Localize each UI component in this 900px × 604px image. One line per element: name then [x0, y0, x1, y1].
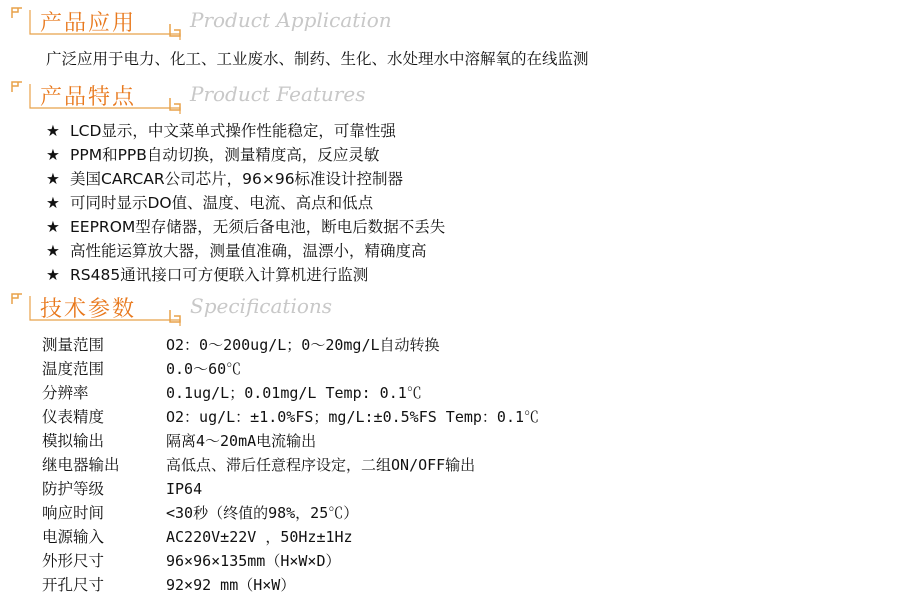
spec-row	[42, 573, 539, 597]
spec-value: 92×92 mm（H×W）	[166, 576, 296, 594]
section-title-en: Product Features	[190, 82, 366, 106]
spec-value: 0.0～60℃	[166, 360, 242, 378]
spec-row	[42, 501, 539, 525]
star-icon: ★	[46, 242, 60, 260]
section-header-application	[8, 4, 568, 42]
section-title-en: Specifications	[190, 294, 333, 318]
list-item: ★ 高性能运算放大器，测量值准确，温漂小，精确度高	[46, 239, 445, 263]
star-icon: ★	[46, 218, 60, 236]
spec-row	[42, 525, 539, 549]
spec-key: 电源输入	[42, 528, 105, 546]
spec-row	[42, 477, 539, 501]
section-header-specs	[8, 290, 568, 328]
star-icon: ★	[46, 122, 60, 140]
section-header-features	[8, 78, 568, 116]
spec-key: 分辨率	[42, 384, 89, 402]
star-icon: ★	[46, 170, 60, 188]
spec-row	[42, 357, 539, 381]
feature-list	[46, 119, 445, 287]
spec-key: 仪表精度	[42, 408, 105, 426]
list-item: ★ RS485通讯接口可方便联入计算机进行监测	[46, 263, 445, 287]
spec-row	[42, 381, 539, 405]
spec-row	[42, 333, 539, 357]
spec-value: <30秒（终值的98%，25℃）	[166, 504, 359, 522]
spec-value: AC220V±22V ，50Hz±1Hz	[166, 528, 353, 546]
spec-key: 模拟输出	[42, 432, 105, 450]
section-title-cn: 产品特点	[40, 85, 137, 110]
spec-value: 高低点、滞后任意程序设定，二组ON/OFF输出	[166, 456, 476, 474]
spec-row	[42, 549, 539, 573]
spec-row	[42, 429, 539, 453]
section-title-en: Product Application	[190, 8, 392, 32]
list-item: ★ EEPROM型存储器，无须后备电池，断电后数据不丢失	[46, 215, 445, 239]
spec-key: 开孔尺寸	[42, 576, 105, 594]
star-icon: ★	[46, 266, 60, 284]
list-item: ★ 可同时显示DO值、温度、电流、高点和低点	[46, 191, 445, 215]
spec-value: 96×96×135mm（H×W×D）	[166, 552, 341, 570]
spec-key: 继电器输出	[42, 456, 120, 474]
section-title-cn: 技术参数	[40, 297, 137, 322]
spec-row	[42, 453, 539, 477]
spec-key: 温度范围	[42, 360, 105, 378]
star-icon: ★	[46, 146, 60, 164]
spec-value: O2：0～200ug/L；0～20mg/L自动转换	[166, 336, 440, 354]
spec-value: 0.1ug/L；0.01mg/L Temp: 0.1℃	[166, 384, 422, 402]
spec-key: 防护等级	[42, 480, 105, 498]
section-title-cn: 产品应用	[40, 11, 137, 36]
application-text: 广泛应用于电力、化工、工业废水、制药、生化、水处理水中溶解氧的在线监测	[46, 50, 589, 68]
spec-row	[42, 405, 539, 429]
list-item: ★ PPM和PPB自动切换，测量精度高，反应灵敏	[46, 143, 445, 167]
spec-value: IP64	[166, 480, 203, 498]
list-item: ★ LCD显示，中文菜单式操作性能稳定，可靠性强	[46, 119, 445, 143]
spec-table	[42, 333, 539, 597]
spec-key: 响应时间	[42, 504, 105, 522]
spec-key: 测量范围	[42, 336, 105, 354]
spec-value: O2：ug/L：±1.0%FS；mg/L:±0.5%FS Temp：0.1℃	[166, 408, 540, 426]
star-icon: ★	[46, 194, 60, 212]
spec-value: 隔离4～20mA电流输出	[166, 432, 317, 450]
spec-key: 外形尺寸	[42, 552, 105, 570]
list-item: ★ 美国CARCAR公司芯片，96×96标准设计控制器	[46, 167, 445, 191]
